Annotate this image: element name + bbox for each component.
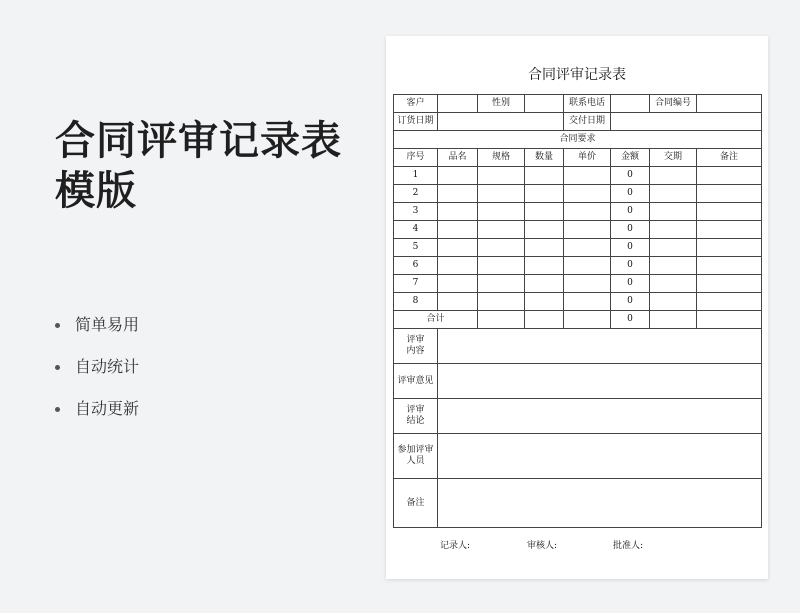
delivery-date-value[interactable] — [611, 113, 762, 131]
feature-list — [55, 310, 139, 436]
requirements-row — [394, 131, 762, 149]
table-row — [394, 257, 762, 275]
column-header: 数量 — [525, 149, 564, 167]
participants-row — [394, 434, 762, 479]
cell[interactable] — [478, 311, 525, 329]
document-preview — [386, 36, 768, 579]
row-number: 8 — [394, 293, 438, 311]
participants-label — [394, 434, 438, 479]
table-row — [394, 185, 762, 203]
cell[interactable] — [697, 185, 762, 203]
cell[interactable] — [650, 203, 697, 221]
amount-cell: 0 — [611, 257, 650, 275]
page-title-line-1: 合同评审记录表 — [55, 118, 342, 164]
label-line: 人员 — [406, 456, 425, 466]
cell[interactable] — [697, 203, 762, 221]
remarks-field[interactable] — [438, 479, 762, 528]
cell[interactable] — [564, 275, 611, 293]
review-content-label — [394, 329, 438, 364]
approver-label: 批准人: — [613, 541, 644, 551]
page-title — [55, 116, 342, 216]
review-conclusion-label — [394, 399, 438, 434]
cell[interactable] — [697, 275, 762, 293]
cell[interactable] — [697, 293, 762, 311]
reviewer-label: 审核人: — [527, 541, 558, 551]
amount-cell: 0 — [611, 293, 650, 311]
cell[interactable] — [438, 185, 478, 203]
feature-item — [55, 310, 139, 352]
cell[interactable] — [438, 257, 478, 275]
cell[interactable] — [650, 239, 697, 257]
table-row — [394, 239, 762, 257]
amount-cell: 0 — [611, 221, 650, 239]
total-row — [394, 311, 762, 329]
cell[interactable] — [697, 167, 762, 185]
total-amount: 0 — [611, 311, 650, 329]
feature-label: 自动更新 — [75, 399, 140, 418]
cell[interactable] — [525, 293, 564, 311]
cell[interactable] — [525, 275, 564, 293]
label-line: 评审 — [406, 405, 425, 415]
column-header: 交期 — [650, 149, 697, 167]
column-header-row — [394, 149, 762, 167]
label-line: 内容 — [406, 346, 425, 356]
cell[interactable] — [478, 203, 525, 221]
customer-value[interactable] — [438, 95, 478, 113]
table-row — [394, 221, 762, 239]
cell[interactable] — [564, 185, 611, 203]
label-line: 评审 — [406, 335, 425, 345]
cell[interactable] — [564, 257, 611, 275]
row-number: 4 — [394, 221, 438, 239]
column-header: 金额 — [611, 149, 650, 167]
review-content-field[interactable] — [438, 329, 762, 364]
customer-row — [394, 95, 762, 113]
cell[interactable] — [438, 203, 478, 221]
cell[interactable] — [525, 203, 564, 221]
column-header: 品名 — [438, 149, 478, 167]
cell[interactable] — [525, 311, 564, 329]
gender-value[interactable] — [525, 95, 564, 113]
review-opinion-label: 评审意见 — [394, 364, 438, 399]
cell[interactable] — [650, 275, 697, 293]
table-row — [394, 203, 762, 221]
cell[interactable] — [697, 221, 762, 239]
row-number: 5 — [394, 239, 438, 257]
amount-cell: 0 — [611, 185, 650, 203]
cell[interactable] — [438, 221, 478, 239]
cell[interactable] — [564, 221, 611, 239]
cell[interactable] — [478, 221, 525, 239]
bullet-icon — [55, 323, 60, 328]
cell[interactable] — [438, 275, 478, 293]
table-row — [394, 293, 762, 311]
cell[interactable] — [438, 239, 478, 257]
row-number: 6 — [394, 257, 438, 275]
label-line: 结论 — [406, 416, 425, 426]
remarks-label: 备注 — [394, 479, 438, 528]
cell[interactable] — [564, 203, 611, 221]
cell[interactable] — [478, 275, 525, 293]
review-conclusion-row — [394, 399, 762, 434]
cell[interactable] — [478, 239, 525, 257]
order-date-label: 订货日期 — [394, 113, 438, 131]
cell[interactable] — [564, 293, 611, 311]
column-header: 备注 — [697, 149, 762, 167]
column-header: 单价 — [564, 149, 611, 167]
row-number: 2 — [394, 185, 438, 203]
cell[interactable] — [564, 239, 611, 257]
requirements-label: 合同要求 — [394, 131, 762, 149]
cell[interactable] — [478, 257, 525, 275]
feature-item — [55, 394, 139, 436]
row-number: 3 — [394, 203, 438, 221]
amount-cell: 0 — [611, 275, 650, 293]
bullet-icon — [55, 365, 60, 370]
review-opinion-field[interactable] — [438, 364, 762, 399]
remarks-row — [394, 479, 762, 528]
sheet-title: 合同评审记录表 — [528, 67, 626, 83]
cell[interactable] — [525, 185, 564, 203]
cell[interactable] — [525, 239, 564, 257]
contract-no-value[interactable] — [697, 95, 762, 113]
feature-item — [55, 352, 139, 394]
cell[interactable] — [525, 221, 564, 239]
cell[interactable] — [478, 185, 525, 203]
cell[interactable] — [697, 311, 762, 329]
cell[interactable] — [564, 311, 611, 329]
recorder-label: 记录人: — [440, 541, 471, 551]
review-form-table — [393, 94, 762, 528]
cell[interactable] — [697, 257, 762, 275]
order-date-value[interactable] — [438, 113, 564, 131]
contract-no-label: 合同编号 — [650, 95, 697, 113]
cell[interactable] — [650, 293, 697, 311]
delivery-date-label: 交付日期 — [564, 113, 611, 131]
review-conclusion-field[interactable] — [438, 399, 762, 434]
table-row — [394, 275, 762, 293]
cell[interactable] — [650, 221, 697, 239]
review-opinion-row — [394, 364, 762, 399]
total-label: 合计 — [394, 311, 478, 329]
phone-label: 联系电话 — [564, 95, 611, 113]
cell[interactable] — [650, 257, 697, 275]
participants-field[interactable] — [438, 434, 762, 479]
cell[interactable] — [478, 293, 525, 311]
feature-label: 自动统计 — [75, 357, 140, 376]
customer-label: 客户 — [394, 95, 438, 113]
column-header: 规格 — [478, 149, 525, 167]
gender-label: 性别 — [478, 95, 525, 113]
cell[interactable] — [564, 167, 611, 185]
cell[interactable] — [438, 293, 478, 311]
date-row — [394, 113, 762, 131]
cell[interactable] — [650, 167, 697, 185]
row-number: 1 — [394, 167, 438, 185]
cell[interactable] — [650, 311, 697, 329]
cell[interactable] — [438, 167, 478, 185]
amount-cell: 0 — [611, 167, 650, 185]
cell[interactable] — [525, 167, 564, 185]
label-line: 参加评审 — [397, 445, 434, 455]
table-row — [394, 167, 762, 185]
row-number: 7 — [394, 275, 438, 293]
cell[interactable] — [650, 185, 697, 203]
feature-label: 简单易用 — [75, 315, 140, 334]
review-content-row — [394, 329, 762, 364]
cell[interactable] — [478, 167, 525, 185]
amount-cell: 0 — [611, 239, 650, 257]
cell[interactable] — [697, 239, 762, 257]
column-header: 序号 — [394, 149, 438, 167]
bullet-icon — [55, 407, 60, 412]
phone-value[interactable] — [611, 95, 650, 113]
amount-cell: 0 — [611, 203, 650, 221]
page-title-line-2: 模版 — [55, 168, 137, 214]
cell[interactable] — [525, 257, 564, 275]
